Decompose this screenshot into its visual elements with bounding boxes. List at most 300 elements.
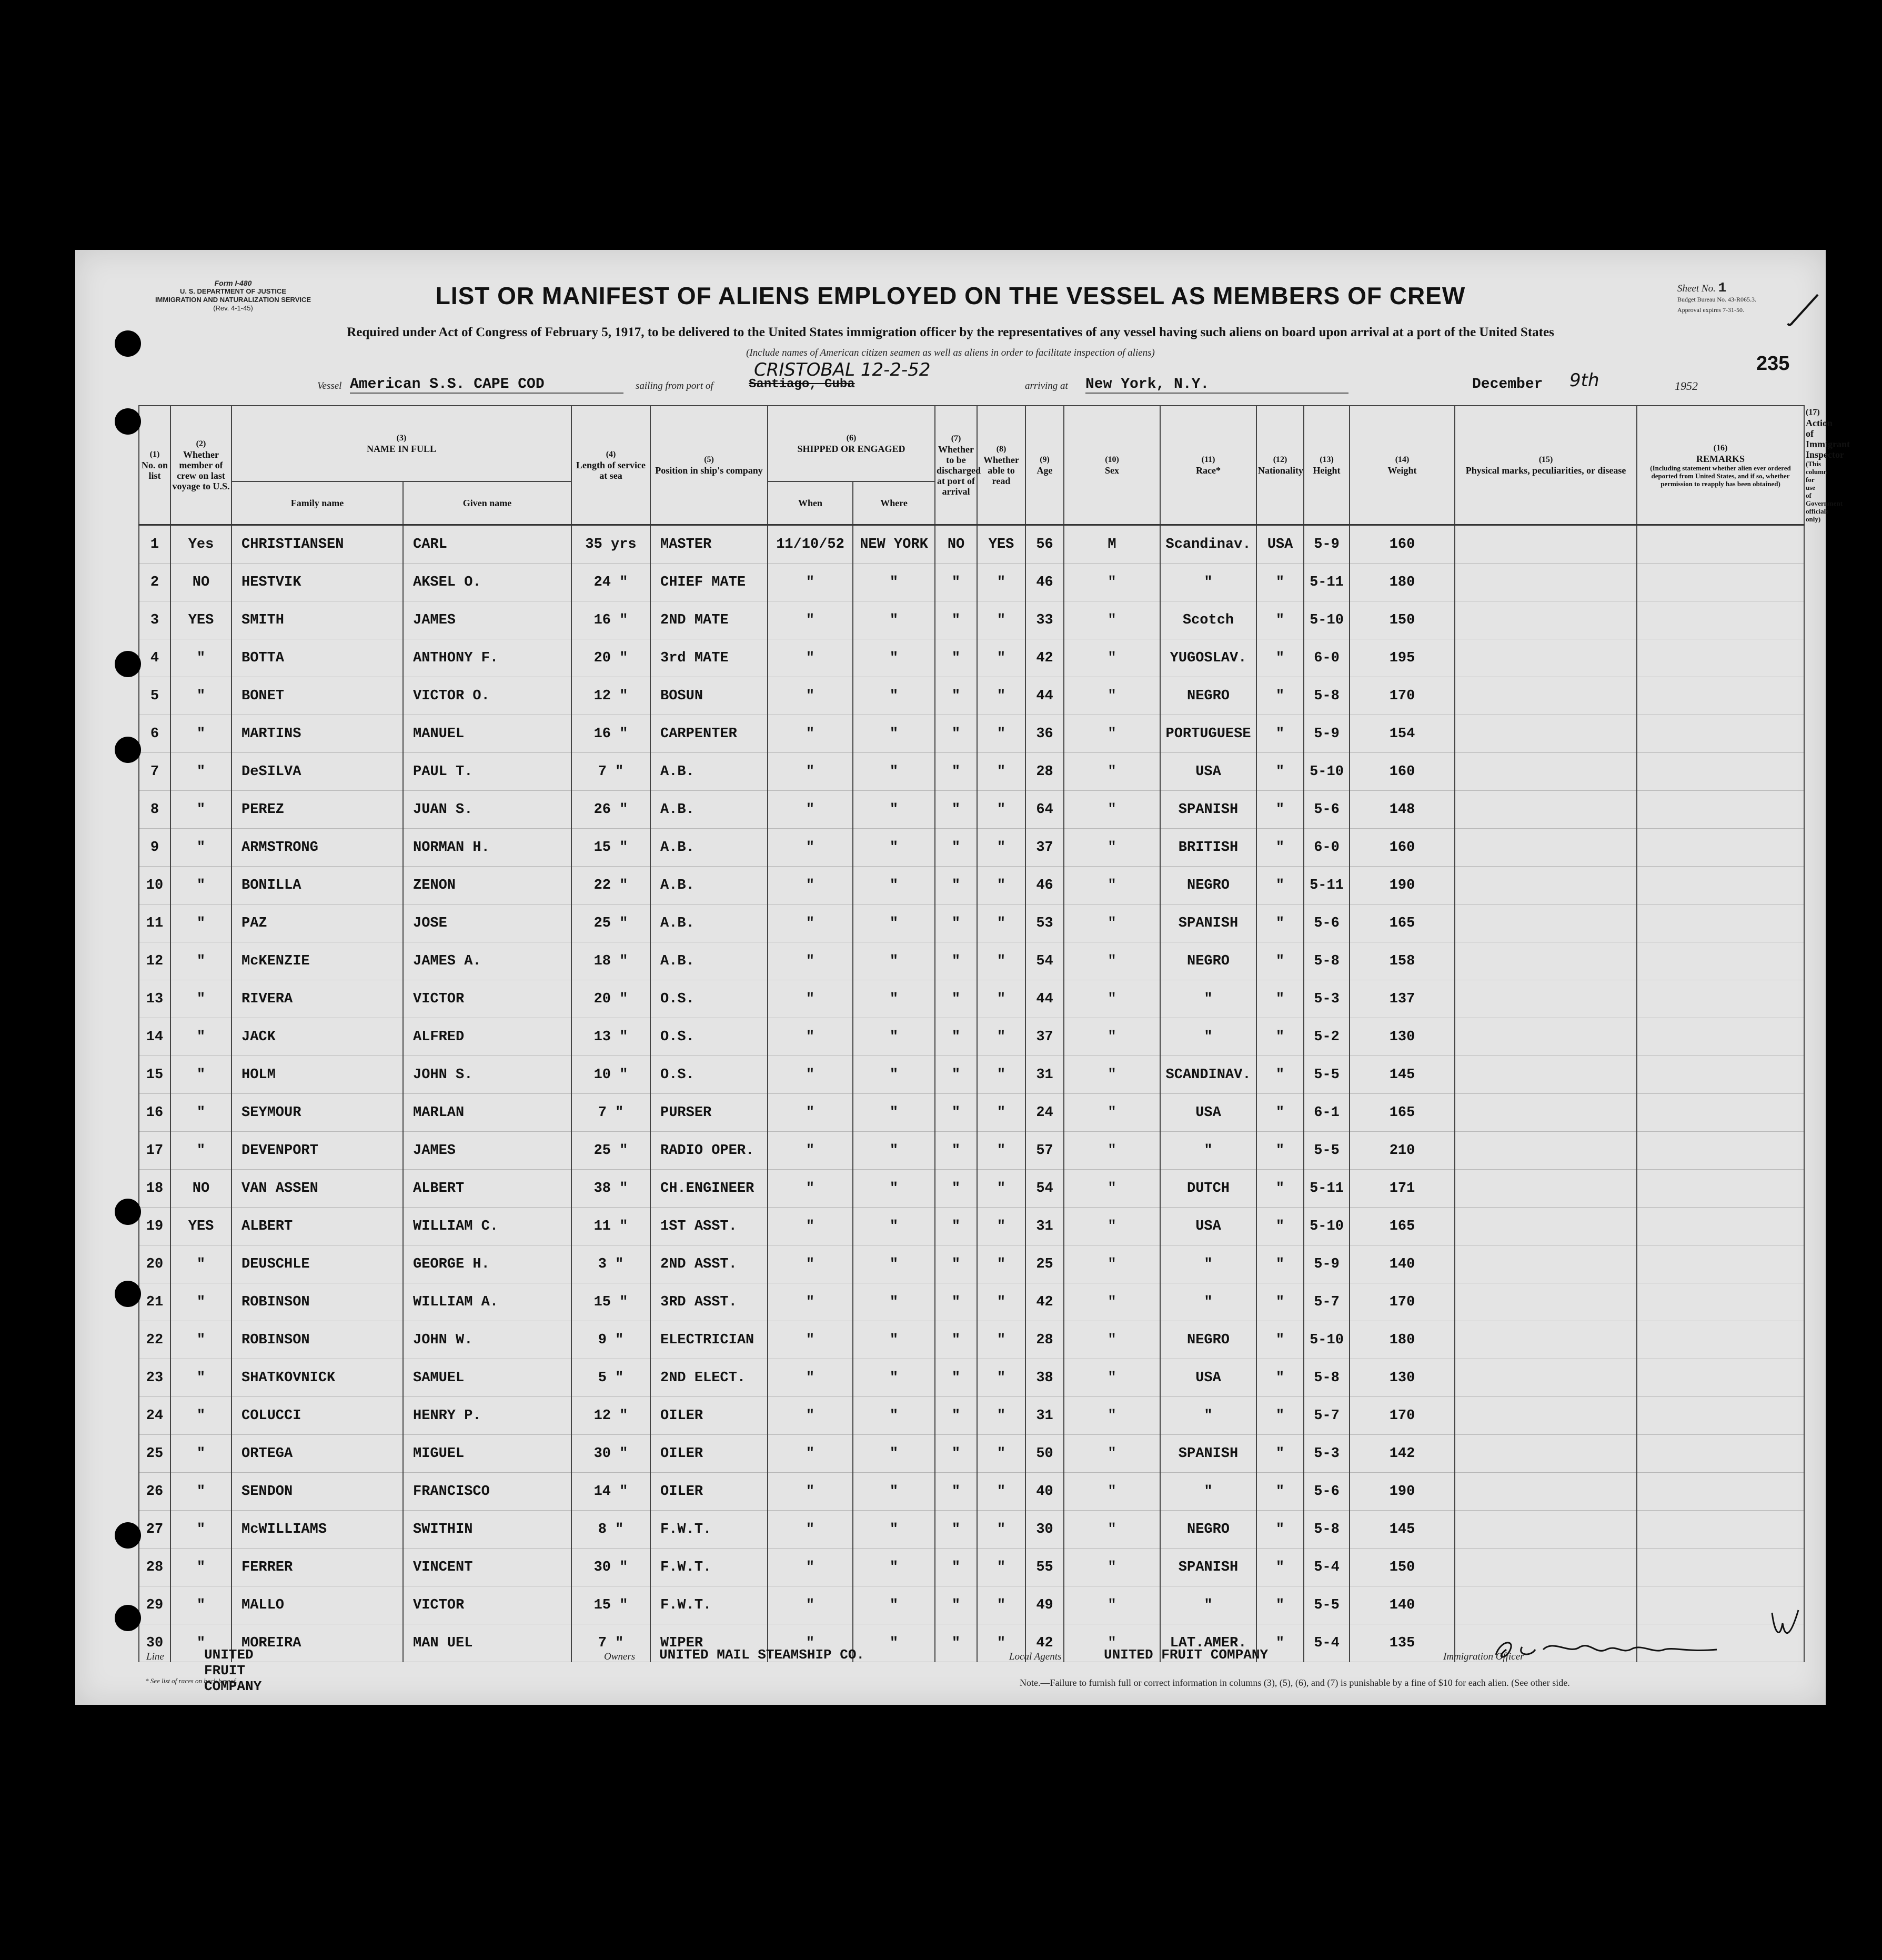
- cell-sex: ": [1064, 1435, 1160, 1473]
- cell-where: ": [853, 1056, 935, 1094]
- cell-where: ": [853, 1435, 935, 1473]
- cell-given: ALFRED: [403, 1018, 571, 1056]
- cell-given: NORMAN H.: [403, 829, 571, 867]
- cell-given: PAUL T.: [403, 753, 571, 791]
- cell-where: ": [853, 980, 935, 1018]
- cell-family: SENDON: [232, 1473, 403, 1511]
- cell-prev: ": [170, 1624, 232, 1662]
- cell-nat: ": [1256, 1094, 1304, 1132]
- cell-when: ": [768, 904, 853, 942]
- cell-weight: 145: [1350, 1056, 1455, 1094]
- cell-read: ": [977, 1283, 1025, 1321]
- cell-sex: ": [1064, 980, 1160, 1018]
- cell-age: 44: [1025, 677, 1064, 715]
- cell-position: 2ND MATE: [650, 601, 768, 639]
- cell-family: DeSILVA: [232, 753, 403, 791]
- cell-prev: ": [170, 1359, 232, 1397]
- cell-marks: [1455, 1397, 1637, 1435]
- cell-sex: ": [1064, 867, 1160, 904]
- table-row: [139, 1094, 1804, 1132]
- cell-marks: [1455, 1056, 1637, 1094]
- cell-prev: ": [170, 1586, 232, 1624]
- table-row: [139, 639, 1804, 677]
- cell-sex: ": [1064, 1586, 1160, 1624]
- cell-no: 11: [139, 904, 170, 942]
- cell-nat: ": [1256, 1397, 1304, 1435]
- cell-read: ": [977, 1208, 1025, 1245]
- cell-prev: YES: [170, 601, 232, 639]
- cell-nat: ": [1256, 1056, 1304, 1094]
- cell-family: FERRER: [232, 1549, 403, 1586]
- cell-when: ": [768, 677, 853, 715]
- table-row: [139, 791, 1804, 829]
- cell-where: ": [853, 1586, 935, 1624]
- cell-sex: ": [1064, 1397, 1160, 1435]
- cell-read: ": [977, 791, 1025, 829]
- cell-disch: ": [935, 942, 977, 980]
- table-row: [139, 1056, 1804, 1094]
- cell-race: USA: [1160, 1359, 1256, 1397]
- cell-age: 46: [1025, 564, 1064, 601]
- cell-race: USA: [1160, 753, 1256, 791]
- cell-given: MIGUEL: [403, 1435, 571, 1473]
- cell-position: PURSER: [650, 1094, 768, 1132]
- vessel-label: Vessel: [317, 380, 342, 391]
- cell-remarks: [1637, 677, 1804, 715]
- table-row: [139, 753, 1804, 791]
- cell-height: 5-9: [1304, 1245, 1350, 1283]
- cell-nat: ": [1256, 1170, 1304, 1208]
- cell-marks: [1455, 639, 1637, 677]
- cell-where: ": [853, 942, 935, 980]
- cell-read: ": [977, 1132, 1025, 1170]
- cell-family: HESTVIK: [232, 564, 403, 601]
- page-title: LIST OR MANIFEST OF ALIENS EMPLOYED ON THE VESSEL AS MEMBERS OF CREW: [435, 282, 1466, 309]
- cell-nat: ": [1256, 1511, 1304, 1549]
- cell-given: VICTOR: [403, 1586, 571, 1624]
- col-discharge-header: (7) Whether to be discharged at port of arrival: [935, 406, 977, 525]
- cell-service: 15 ": [571, 1283, 650, 1321]
- cell-nat: ": [1256, 1132, 1304, 1170]
- cell-when: ": [768, 1018, 853, 1056]
- cell-position: OILER: [650, 1473, 768, 1511]
- cell-read: ": [977, 1321, 1025, 1359]
- cell-weight: 160: [1350, 829, 1455, 867]
- cell-when: ": [768, 1549, 853, 1586]
- page-subtitle: Required under Act of Congress of February 5, 1917, to be delivered to the United States immigration officer by the representatives of any vessel having such aliens on board upon arrival at a port of the United States: [347, 325, 1554, 339]
- cell-family: HOLM: [232, 1056, 403, 1094]
- cell-race: Scotch: [1160, 601, 1256, 639]
- cell-nat: ": [1256, 1586, 1304, 1624]
- cell-service: 8 ": [571, 1511, 650, 1549]
- cell-position: O.S.: [650, 1018, 768, 1056]
- cell-height: 6-1: [1304, 1094, 1350, 1132]
- cell-no: 13: [139, 980, 170, 1018]
- approval-expires: Approval expires 7-31-50.: [1677, 306, 1744, 314]
- cell-nat: ": [1256, 1473, 1304, 1511]
- cell-remarks: [1637, 1435, 1804, 1473]
- binder-hole: [115, 1281, 141, 1307]
- cell-nat: ": [1256, 980, 1304, 1018]
- cell-weight: 140: [1350, 1245, 1455, 1283]
- table-row: [139, 1018, 1804, 1056]
- cell-when: ": [768, 942, 853, 980]
- binder-hole: [115, 330, 141, 357]
- cell-disch: ": [935, 980, 977, 1018]
- cell-read: ": [977, 1586, 1025, 1624]
- cell-sex: ": [1064, 1056, 1160, 1094]
- cell-prev: ": [170, 1511, 232, 1549]
- cell-height: 5-5: [1304, 1132, 1350, 1170]
- cell-position: ELECTRICIAN: [650, 1321, 768, 1359]
- cell-family: SEYMOUR: [232, 1094, 403, 1132]
- cell-age: 54: [1025, 1170, 1064, 1208]
- cell-sex: ": [1064, 791, 1160, 829]
- cell-service: 14 ": [571, 1473, 650, 1511]
- cell-prev: ": [170, 867, 232, 904]
- cell-disch: ": [935, 1473, 977, 1511]
- cell-height: 5-5: [1304, 1056, 1350, 1094]
- cell-when: ": [768, 791, 853, 829]
- cell-where: ": [853, 1397, 935, 1435]
- cell-service: 30 ": [571, 1435, 650, 1473]
- cell-position: WIPER: [650, 1624, 768, 1662]
- cell-where: ": [853, 1321, 935, 1359]
- cell-weight: 170: [1350, 1397, 1455, 1435]
- cell-height: 5-4: [1304, 1624, 1350, 1662]
- cell-marks: [1455, 525, 1637, 564]
- cell-weight: 135: [1350, 1624, 1455, 1662]
- cell-disch: ": [935, 1018, 977, 1056]
- cell-sex: ": [1064, 1549, 1160, 1586]
- cell-position: 2ND ELECT.: [650, 1359, 768, 1397]
- cell-read: ": [977, 715, 1025, 753]
- cell-weight: 165: [1350, 904, 1455, 942]
- cell-marks: [1455, 942, 1637, 980]
- cell-read: ": [977, 829, 1025, 867]
- cell-age: 53: [1025, 904, 1064, 942]
- cell-marks: [1455, 753, 1637, 791]
- cell-given: VICTOR O.: [403, 677, 571, 715]
- cell-prev: ": [170, 1094, 232, 1132]
- cell-age: 31: [1025, 1208, 1064, 1245]
- cell-position: A.B.: [650, 829, 768, 867]
- page-number: 235: [1756, 353, 1790, 375]
- cell-disch: ": [935, 1321, 977, 1359]
- penalty-note: Note.—Failure to furnish full or correct information in columns (3), (5), (6), and (7) is punishable by a fine of $10 for each alien. (See other side.: [1020, 1677, 1570, 1688]
- cell-when: ": [768, 601, 853, 639]
- cell-sex: ": [1064, 1245, 1160, 1283]
- officer-signature: [1485, 1634, 1738, 1665]
- cell-age: 50: [1025, 1435, 1064, 1473]
- cell-no: 6: [139, 715, 170, 753]
- cell-read: ": [977, 1018, 1025, 1056]
- cell-no: 30: [139, 1624, 170, 1662]
- cell-nat: ": [1256, 1245, 1304, 1283]
- cell-no: 9: [139, 829, 170, 867]
- cell-family: JACK: [232, 1018, 403, 1056]
- cell-read: ": [977, 1056, 1025, 1094]
- cell-service: 38 ": [571, 1170, 650, 1208]
- cell-age: 25: [1025, 1245, 1064, 1283]
- cell-marks: [1455, 1549, 1637, 1586]
- cell-disch: ": [935, 1624, 977, 1662]
- cell-weight: 137: [1350, 980, 1455, 1018]
- cell-sex: ": [1064, 1359, 1160, 1397]
- cell-given: JUAN S.: [403, 791, 571, 829]
- cell-read: ": [977, 1359, 1025, 1397]
- cell-sex: ": [1064, 1132, 1160, 1170]
- cell-age: 31: [1025, 1397, 1064, 1435]
- manifest-sheet: [75, 250, 1850, 1705]
- cell-race: NEGRO: [1160, 1511, 1256, 1549]
- cell-prev: ": [170, 1435, 232, 1473]
- cell-disch: ": [935, 564, 977, 601]
- cell-remarks: [1637, 1056, 1804, 1094]
- col-service-header: (4) Length of service at sea: [571, 406, 650, 525]
- cell-remarks: [1637, 1511, 1804, 1549]
- col-where-header: Where: [853, 481, 935, 525]
- cell-read: ": [977, 1511, 1025, 1549]
- cell-marks: [1455, 1586, 1637, 1624]
- cell-nat: ": [1256, 1208, 1304, 1245]
- cell-where: ": [853, 1511, 935, 1549]
- form-service: IMMIGRATION AND NATURALIZATION SERVICE: [155, 296, 311, 304]
- cell-nat: ": [1256, 829, 1304, 867]
- cell-sex: ": [1064, 715, 1160, 753]
- cell-marks: [1455, 1018, 1637, 1056]
- cell-disch: ": [935, 753, 977, 791]
- cell-given: MANUEL: [403, 715, 571, 753]
- cell-remarks: [1637, 1549, 1804, 1586]
- table-row: [139, 942, 1804, 980]
- cell-nat: ": [1256, 564, 1304, 601]
- cell-race: NEGRO: [1160, 1321, 1256, 1359]
- cell-when: ": [768, 867, 853, 904]
- cell-where: ": [853, 639, 935, 677]
- line-value: UNITED FRUIT COMPANY: [204, 1647, 262, 1694]
- sailing-label: sailing from port of: [636, 380, 713, 391]
- cell-height: 5-3: [1304, 1435, 1350, 1473]
- col-weight-header: (14) Weight: [1350, 406, 1455, 525]
- cell-when: ": [768, 1321, 853, 1359]
- cell-nat: ": [1256, 791, 1304, 829]
- cell-height: 5-5: [1304, 1586, 1350, 1624]
- cell-read: ": [977, 564, 1025, 601]
- vessel-line: [317, 359, 1738, 397]
- cell-no: 29: [139, 1586, 170, 1624]
- cell-when: ": [768, 753, 853, 791]
- cell-sex: ": [1064, 1208, 1160, 1245]
- cell-weight: 160: [1350, 525, 1455, 564]
- sheet-number: 1: [1718, 280, 1727, 296]
- cell-height: 5-11: [1304, 564, 1350, 601]
- cell-disch: ": [935, 1435, 977, 1473]
- cell-given: SAMUEL: [403, 1359, 571, 1397]
- table-row: [139, 829, 1804, 867]
- cell-age: 33: [1025, 601, 1064, 639]
- cell-given: MAN UEL: [403, 1624, 571, 1662]
- cell-no: 24: [139, 1397, 170, 1435]
- table-row: [139, 525, 1804, 564]
- cell-position: A.B.: [650, 942, 768, 980]
- table-row: [139, 1170, 1804, 1208]
- cell-read: ": [977, 601, 1025, 639]
- cell-remarks: [1637, 1245, 1804, 1283]
- binder-hole: [115, 408, 141, 435]
- sailing-port-handwritten: CRISTOBAL 12-2-52: [754, 359, 931, 380]
- cell-height: 5-8: [1304, 1511, 1350, 1549]
- cell-age: 24: [1025, 1094, 1064, 1132]
- cell-disch: ": [935, 1511, 977, 1549]
- budget-bureau: Budget Bureau No. 43-R065.3.: [1677, 296, 1756, 303]
- cell-service: 7 ": [571, 1624, 650, 1662]
- cell-when: ": [768, 715, 853, 753]
- cell-read: ": [977, 1473, 1025, 1511]
- cell-service: 12 ": [571, 1397, 650, 1435]
- col-remarks-header: (16) REMARKS (Including statement whether alien ever ordered deported from United States, and if so, whether permission to reapply has been obtained): [1637, 406, 1804, 525]
- cell-prev: ": [170, 980, 232, 1018]
- cell-race: LAT.AMER.: [1160, 1624, 1256, 1662]
- cell-weight: 190: [1350, 867, 1455, 904]
- initials-mark: [1767, 1607, 1804, 1644]
- cell-remarks: [1637, 715, 1804, 753]
- cell-disch: ": [935, 1283, 977, 1321]
- cell-prev: ": [170, 677, 232, 715]
- cell-race: ": [1160, 1397, 1256, 1435]
- col-read-header: (8) Whether able to read: [977, 406, 1025, 525]
- cell-read: ": [977, 980, 1025, 1018]
- table-row: [139, 1283, 1804, 1321]
- cell-age: 30: [1025, 1511, 1064, 1549]
- cell-position: 3rd MATE: [650, 639, 768, 677]
- cell-disch: ": [935, 1397, 977, 1435]
- col-prev-voyage-header: (2) Whether member of crew on last voyage to U.S.: [170, 406, 232, 525]
- cell-read: ": [977, 753, 1025, 791]
- cell-position: F.W.T.: [650, 1586, 768, 1624]
- cell-race: SPANISH: [1160, 1549, 1256, 1586]
- cell-age: 54: [1025, 942, 1064, 980]
- cell-prev: YES: [170, 1208, 232, 1245]
- crew-table: (1) No. on list (2) Whether member of crew on last voyage to U.S. (3) NAME IN FULL (4) Length of service at sea (5) Position in ship's company (6) SHIPPED OR ENGAGED (7) Whether to be discharged at port of arrival (8) Whether able to read (9) Age (10) Sex (11) Race* (12) Nationality (13) Height (14) Weight (15) Physical marks, peculiarities, or disease (16) REMARKS (Including statement whether alien ever ordered deported from United States, and if so, whether permission to reapply has been obtained) (17) Action of Immigrant Inspector (This column for use of Government officials only) Family name Given name When Where 1 Yes CHRISTIANSEN CARL 35 yrs MASTER 11/10/52 NEW YORK NO YES 56 M Scandinav. USA 5-9 160 2 NO HESTVIK AKSEL O. 24 " CHIEF MATE " " " " 46 " " " 5-11 180 3 YES SMITH JAMES 16 " 2ND MATE " " " " 33 " Scotch " 5-10 150 4 " BOTTA ANTHONY F. 20 " 3rd MATE " " " " 42 " YUGOSLAV. " 6-0 195 5 " BONET VICTOR O. 12 " BOSUN " " " " 44 " NEGRO " 5-8 170 6 " MARTINS MANUEL 16 " CARPENTER " " " " 36 " PORTUGUESE " 5-9 154 7 " DeSILVA PAUL T. 7 " A.B. " " " " 28 " USA " 5-10 160 8 " PEREZ JUAN S. 26 " A.B. " " " " 64 " SPANISH " 5-6 148 9 " ARMSTRONG NORMAN H. 15 " A.B. " " " " 37 " BRITISH " 6-0 160 10 " BONILLA ZENON 22 " A.B. " " " " 46 " NEGRO " 5-11 190 11 " PAZ JOSE 25 " A.B. " " " " 53 " SPANISH " 5-6 165 12 " McKENZIE JAMES A. 18 " A.B. " " " " 54 " NEGRO " 5-8 158 13 " RIVERA VICTOR 20 " O.S. " " " " 44 " " " 5-3 137 14 " JACK ALFRED 13 " O.S. " " " " 37 " " " 5-2 130 15 " HOLM JOHN S. 10 " O.S. " " " " 31 " SCANDINAV. " 5-5 145 16 " SEYMOUR MARLAN 7 " PURSER " " " " 24 " USA " 6-1 165 17 " DEVENPORT JAMES 25 " RADIO OPER. " " " " 57 " " " 5-5 210 18 NO VAN ASSEN ALBERT 38 " CH.ENGINEER " " " " 54 " DUTCH " 5-11 171 19 YES ALBERT WILLIAM C. 11 " 1ST ASST. " " " " 31 " USA " 5-10 165 20 " DEUSCHLE GEORGE H. 3 " 2ND ASST. " " " " 25 " " " 5-9 140 21 " ROBINSON WILLIAM A. 15 " 3RD ASST. " " " " 42 " " " 5-7 170 22 " ROBINSON JOHN W. 9 " ELECTRICIAN " " " " 28 " NEGRO " 5-10 180 23 " SHATKOVNICK SAMUEL 5 " 2ND ELECT. " " " " 38 " USA " 5-8 130 24 " COLUCCI HENRY P. 12 " OILER " " " " 31 " " " 5-7 170 25 " ORTEGA MIGUEL 30 " OILER " " " " 50 " SPANISH " 5-3 142 26 " SENDON FRANCISCO 14 " OILER " " " " 40 " " " 5-6 190 27 " McWILLIAMS SWITHIN 8 " F.W.T. " " " " 30 " NEGRO " 5-8 145 28 " FERRER VINCENT 30 " F.W.T. " " " " 55 " SPANISH " 5-4 150 29 " MALLO VICTOR 15 " F.W.T. " " " " 49 " " " 5-5 140 30 " MOREIRA MAN UEL 7 " WIPER " " " " 42 " LAT.AMER. " 5-4 135: [138, 405, 1805, 1662]
- cell-when: ": [768, 1132, 853, 1170]
- cell-weight: 150: [1350, 1549, 1455, 1586]
- cell-remarks: [1637, 601, 1804, 639]
- cell-height: 5-7: [1304, 1397, 1350, 1435]
- cell-position: BOSUN: [650, 677, 768, 715]
- agents-value: UNITED FRUIT COMPANY: [1104, 1647, 1269, 1663]
- cell-height: 5-10: [1304, 601, 1350, 639]
- cell-position: 1ST ASST.: [650, 1208, 768, 1245]
- cell-remarks: [1637, 867, 1804, 904]
- arrival-month: December: [1472, 376, 1543, 393]
- cell-marks: [1455, 980, 1637, 1018]
- cell-nat: ": [1256, 677, 1304, 715]
- cell-height: 5-4: [1304, 1549, 1350, 1586]
- cell-sex: ": [1064, 1473, 1160, 1511]
- cell-age: 36: [1025, 715, 1064, 753]
- cell-weight: 130: [1350, 1359, 1455, 1397]
- cell-family: MALLO: [232, 1586, 403, 1624]
- cell-no: 17: [139, 1132, 170, 1170]
- cell-where: ": [853, 904, 935, 942]
- cell-family: McWILLIAMS: [232, 1511, 403, 1549]
- cell-sex: ": [1064, 1018, 1160, 1056]
- cell-given: ZENON: [403, 867, 571, 904]
- cell-age: 37: [1025, 1018, 1064, 1056]
- cell-family: MARTINS: [232, 715, 403, 753]
- cell-no: 5: [139, 677, 170, 715]
- cell-disch: ": [935, 1359, 977, 1397]
- cell-given: VINCENT: [403, 1549, 571, 1586]
- cell-race: USA: [1160, 1208, 1256, 1245]
- cell-age: 46: [1025, 867, 1064, 904]
- cell-disch: ": [935, 1132, 977, 1170]
- cell-service: 25 ": [571, 1132, 650, 1170]
- form-revision: (Rev. 4-1-45): [213, 304, 253, 312]
- cell-remarks: [1637, 791, 1804, 829]
- cell-read: ": [977, 867, 1025, 904]
- cell-read: ": [977, 1170, 1025, 1208]
- cell-family: SHATKOVNICK: [232, 1359, 403, 1397]
- cell-family: VAN ASSEN: [232, 1170, 403, 1208]
- cell-service: 35 yrs: [571, 525, 650, 564]
- cell-sex: ": [1064, 639, 1160, 677]
- cell-no: 8: [139, 791, 170, 829]
- cell-marks: [1455, 829, 1637, 867]
- owners-label: Owners: [604, 1651, 636, 1662]
- arrival-year: 1952: [1675, 379, 1698, 393]
- cell-position: F.W.T.: [650, 1549, 768, 1586]
- cell-position: 3RD ASST.: [650, 1283, 768, 1321]
- cell-no: 19: [139, 1208, 170, 1245]
- cell-nat: ": [1256, 904, 1304, 942]
- cell-service: 25 ": [571, 904, 650, 942]
- cell-where: ": [853, 601, 935, 639]
- cell-no: 2: [139, 564, 170, 601]
- cell-when: ": [768, 1473, 853, 1511]
- cell-remarks: [1637, 980, 1804, 1018]
- cell-position: 2ND ASST.: [650, 1245, 768, 1283]
- cell-nat: ": [1256, 753, 1304, 791]
- cell-prev: ": [170, 753, 232, 791]
- cell-no: 20: [139, 1245, 170, 1283]
- cell-no: 12: [139, 942, 170, 980]
- table-row: [139, 601, 1804, 639]
- cell-race: YUGOSLAV.: [1160, 639, 1256, 677]
- owners-value: UNITED MAIL STEAMSHIP CO.: [659, 1647, 865, 1663]
- cell-age: 37: [1025, 829, 1064, 867]
- cell-marks: [1455, 1094, 1637, 1132]
- table-row: [139, 1435, 1804, 1473]
- cell-sex: ": [1064, 1170, 1160, 1208]
- cell-disch: ": [935, 904, 977, 942]
- cell-race: ": [1160, 564, 1256, 601]
- cell-where: ": [853, 1624, 935, 1662]
- cell-service: 16 ": [571, 601, 650, 639]
- cell-prev: ": [170, 1321, 232, 1359]
- cell-disch: ": [935, 1586, 977, 1624]
- cell-given: JOHN S.: [403, 1056, 571, 1094]
- cell-height: 5-9: [1304, 525, 1350, 564]
- binder-hole: [115, 1522, 141, 1549]
- cell-marks: [1455, 1170, 1637, 1208]
- col-shipped-header: (6) SHIPPED OR ENGAGED: [768, 406, 935, 481]
- cell-when: ": [768, 1624, 853, 1662]
- cell-prev: ": [170, 1473, 232, 1511]
- cell-where: ": [853, 1359, 935, 1397]
- cell-weight: 145: [1350, 1511, 1455, 1549]
